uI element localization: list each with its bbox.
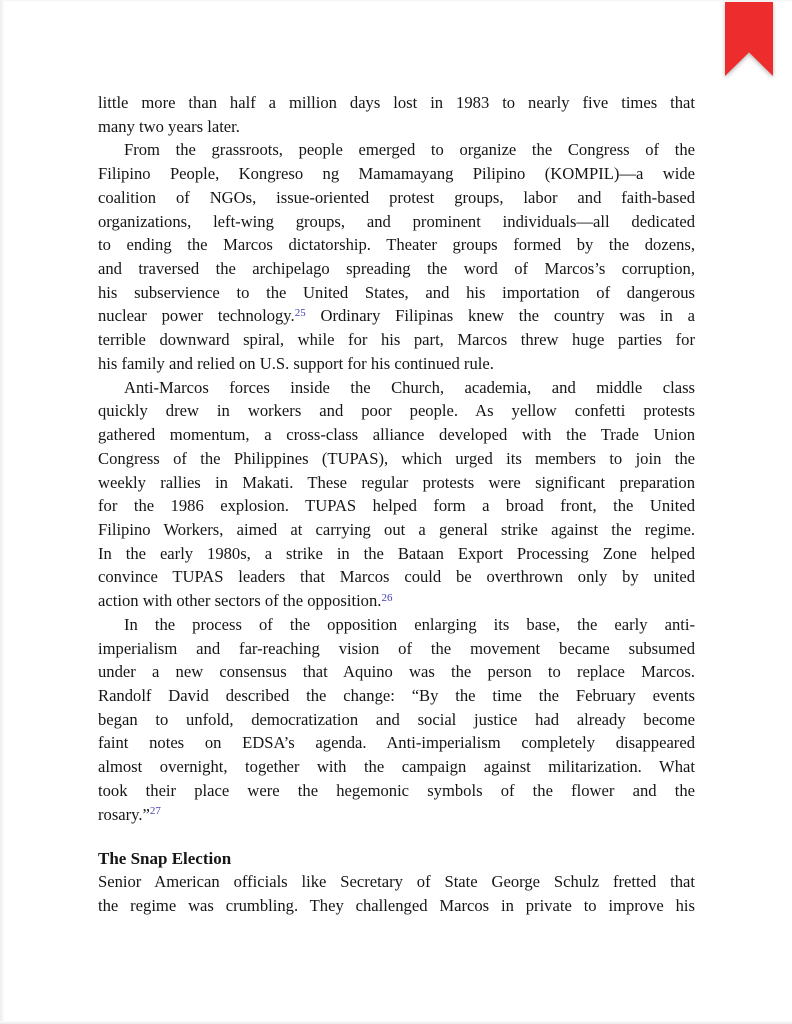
footnote-ref-25[interactable]: 25 <box>294 306 306 319</box>
text-line: began to unfold, democratization and social justice had already become <box>98 709 695 729</box>
text-line: many two years later. <box>98 116 240 136</box>
text-line: to ending the Marcos dictatorship. Theater groups formed by the dozens, <box>98 235 695 255</box>
text-line: Filipino Workers, aimed at carrying out a general strike against the regime. <box>98 519 695 539</box>
paragraph <box>98 870 695 917</box>
text-line: little more than half a million days lost in 1983 to nearly five times that <box>98 93 695 112</box>
text-line: organizations, left-wing groups, and prominent individuals—all dedicated <box>98 211 695 231</box>
text-line: Randolf David described the change: “By the time the February events <box>98 685 695 705</box>
text-line: and traversed the archipelago spreading the word of Marcos’s corruption, <box>98 259 695 279</box>
text-line: under a new consensus that Aquino was the person to replace Marcos. <box>98 662 695 682</box>
text-line: quickly drew in workers and poor people. As yellow confetti protests <box>98 401 695 421</box>
footnote-ref-27[interactable]: 27 <box>149 805 161 818</box>
text-line: In the process of the opposition enlarging its base, the early anti- <box>124 614 695 634</box>
text-line: almost overnight, together with the campaign against militarization. What <box>98 757 695 777</box>
text-line: the regime was crumbling. They challenged Marcos in private to improve his <box>98 896 695 916</box>
text-line: his subservience to the United States, and his importation of dangerous <box>98 282 695 302</box>
text-line: for the 1986 explosion. TUPAS helped form a broad front, the United <box>98 496 695 516</box>
text-line: rosary.”$^{27}$ <box>98 804 161 824</box>
text-line: nuclear power technology.$^{25}$ Ordinary Filipinas knew the country was in a <box>98 306 695 326</box>
text-line: imperialism and far-reaching vision of the movement became subsumed <box>98 638 695 658</box>
text-line: Congress of the Philippines (TUPAS), which urged its members to join the <box>98 448 695 468</box>
paragraph <box>98 376 695 613</box>
paragraph <box>98 138 695 375</box>
text-line: his family and relied on U.S. support for his continued rule. <box>98 353 494 373</box>
text-block <box>98 91 695 918</box>
paragraph <box>98 91 695 138</box>
text-line: Anti-Marcos forces inside the Church, academia, and middle class <box>124 377 695 397</box>
bookmark-ribbon-icon[interactable] <box>725 2 773 76</box>
text-line: Senior American officials like Secretary of State George Schulz fretted that <box>98 872 695 892</box>
text-line: coalition of NGOs, issue-oriented protest groups, labor and faith-based <box>98 187 695 207</box>
text-line: weekly rallies in Makati. These regular protests were significant preparation <box>98 472 695 492</box>
text-line: action with other sectors of the opposition.$^{26}$ <box>98 591 393 611</box>
text-line: In the early 1980s, a strike in the Bataan Export Processing Zone helped <box>98 543 695 563</box>
page-edge-left <box>0 0 4 1024</box>
paragraph <box>98 613 695 826</box>
text-line: faint notes on EDSA’s agenda. Anti-imperialism completely disappeared <box>98 733 695 753</box>
text-line: took their place were the hegemonic symbols of the flower and the <box>98 780 695 800</box>
text-line: terrible downward spiral, while for his part, Marcos threw huge parties for <box>98 330 695 350</box>
page-edge-top <box>0 0 792 2</box>
text-line: convince TUPAS leaders that Marcos could be overthrown only by united <box>98 567 695 587</box>
text-line: Filipino People, Kongreso ng Mamamayang Pilipino (KOMPIL)—a wide <box>98 164 695 184</box>
text-line: From the grassroots, people emerged to organize the Congress of the <box>124 140 695 160</box>
section-heading: The Snap Election <box>98 848 232 868</box>
footnote-ref-26[interactable]: 26 <box>381 591 393 604</box>
bookmark-ribbon-shape <box>725 2 773 76</box>
text-line: gathered momentum, a cross-class alliance developed with the Trade Union <box>98 425 695 445</box>
